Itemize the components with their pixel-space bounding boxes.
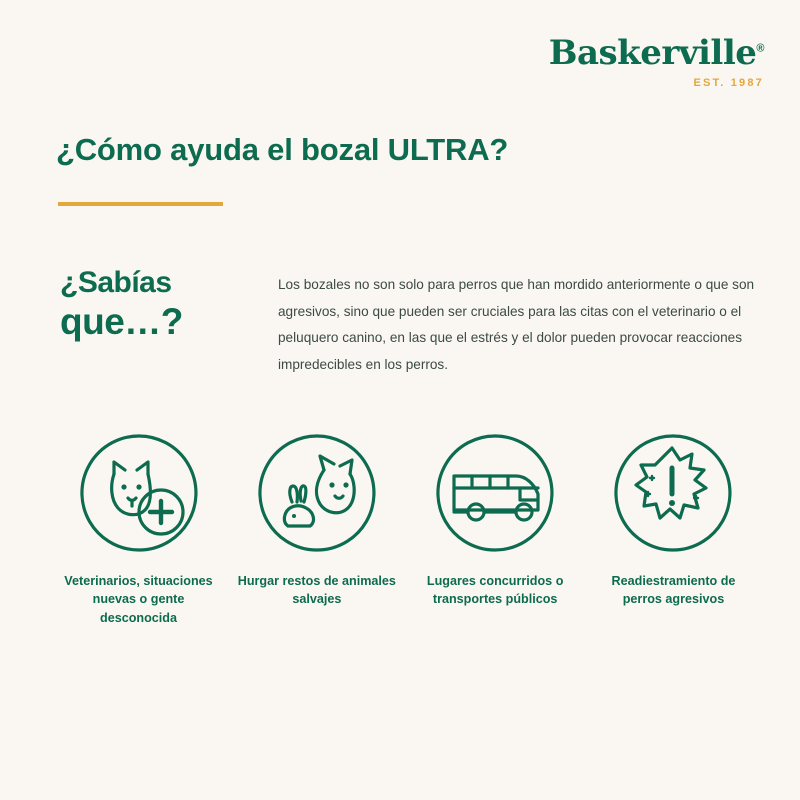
brand-established: EST. 1987 <box>693 77 764 89</box>
dog-and-rabbit-icon <box>254 430 380 556</box>
brand-name: Baskerville® <box>548 33 764 73</box>
icon-cell-retraining <box>591 430 756 627</box>
did-you-know-heading <box>60 268 260 340</box>
dog-with-medical-cross-icon <box>76 430 202 556</box>
icon-row <box>56 430 756 627</box>
icon-label-wild-animal-remains: Hurgar restos de animales salvajes <box>237 574 396 607</box>
icon-label-veterinary: Veterinarios, situaciones nuevas o gente desconocida <box>64 574 213 625</box>
body-paragraph: Los bozales no son solo para perros que han mordido anteriormente o que son agresivos, sino que pueden ser cruciales para las citas con el veterinario o el peluquero canino, en las que el estrés y el dolor pueden provocar reacciones impredecibles en los perros. <box>278 277 755 372</box>
exclamation-burst-icon <box>610 430 736 556</box>
icon-label-retraining: Readiestramiento de perros agresivos <box>611 574 736 607</box>
icon-label-public-transport: Lugares concurridos o transportes públicos <box>426 574 564 607</box>
title-underline-divider <box>58 202 223 206</box>
registered-trademark-icon: ® <box>756 42 764 55</box>
bus-icon <box>432 430 558 556</box>
icon-cell-public-transport <box>413 430 578 627</box>
did-you-know-line2: que…? <box>60 300 183 342</box>
did-you-know-line1: ¿Sabías <box>60 266 172 299</box>
brand-logo <box>548 33 764 89</box>
icon-cell-wild-animal-remains <box>234 430 399 627</box>
page-title: ¿Cómo ayuda el bozal ULTRA? <box>56 132 509 167</box>
icon-cell-veterinary <box>56 430 221 627</box>
